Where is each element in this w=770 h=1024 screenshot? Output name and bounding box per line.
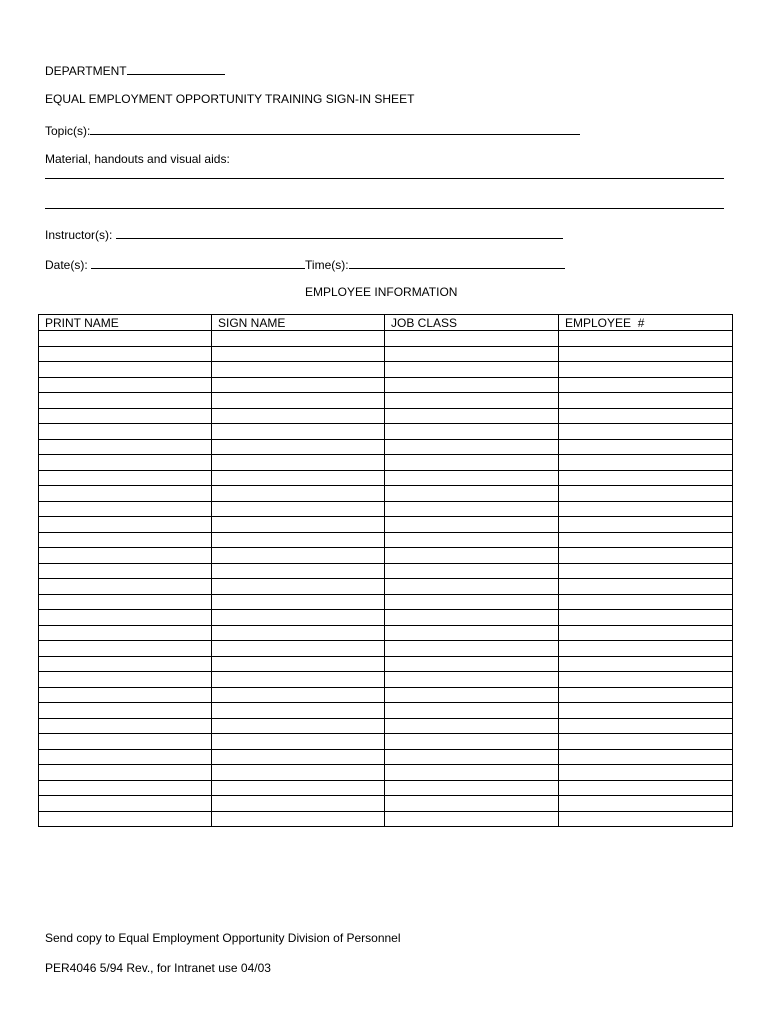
employee-number-cell[interactable] <box>559 765 733 781</box>
job-class-cell[interactable] <box>385 687 559 703</box>
sign-name-header: SIGN NAME <box>212 315 385 331</box>
employee-number-cell[interactable] <box>559 470 733 486</box>
sign-name-cell[interactable] <box>212 734 385 750</box>
instructors-label: Instructor(s): <box>45 228 113 242</box>
times-label: Time(s): <box>305 258 349 272</box>
table-row <box>39 486 733 502</box>
sign-name-cell[interactable] <box>212 780 385 796</box>
employee-number-cell[interactable] <box>559 734 733 750</box>
sign-name-cell[interactable] <box>212 532 385 548</box>
job-class-cell[interactable] <box>385 455 559 471</box>
employee-number-cell[interactable] <box>559 656 733 672</box>
table-header-row <box>39 315 733 331</box>
print-name-cell[interactable] <box>39 470 212 486</box>
job-class-cell[interactable] <box>385 610 559 626</box>
topics-label: Topic(s): <box>45 124 91 138</box>
job-class-cell[interactable] <box>385 796 559 812</box>
job-class-cell[interactable] <box>385 641 559 657</box>
sign-name-cell[interactable] <box>212 703 385 719</box>
table-row <box>39 532 733 548</box>
sign-name-cell[interactable] <box>212 377 385 393</box>
table-row <box>39 625 733 641</box>
print-name-cell[interactable] <box>39 780 212 796</box>
job-class-cell[interactable] <box>385 718 559 734</box>
employee-number-cell[interactable] <box>559 393 733 409</box>
job-class-header: JOB CLASS <box>385 315 559 331</box>
employee-number-cell[interactable] <box>559 486 733 502</box>
sign-name-cell[interactable] <box>212 687 385 703</box>
print-name-cell[interactable] <box>39 548 212 564</box>
employee-number-cell[interactable] <box>559 517 733 533</box>
sign-name-cell[interactable] <box>212 610 385 626</box>
form-title: EQUAL EMPLOYMENT OPPORTUNITY TRAINING SIGN-IN SHEET <box>45 92 415 106</box>
table-row <box>39 811 733 827</box>
sign-name-cell[interactable] <box>212 548 385 564</box>
job-class-cell[interactable] <box>385 408 559 424</box>
print-name-cell[interactable] <box>39 641 212 657</box>
table-row <box>39 672 733 688</box>
print-name-cell[interactable] <box>39 610 212 626</box>
employee-number-cell[interactable] <box>559 331 733 347</box>
table-row <box>39 579 733 595</box>
sign-name-cell[interactable] <box>212 424 385 440</box>
department-field <box>45 62 225 78</box>
print-name-cell[interactable] <box>39 424 212 440</box>
job-class-cell[interactable] <box>385 517 559 533</box>
job-class-cell[interactable] <box>385 439 559 455</box>
table-row <box>39 362 733 378</box>
job-class-cell[interactable] <box>385 377 559 393</box>
dates-input[interactable] <box>91 256 305 269</box>
print-name-cell[interactable] <box>39 579 212 595</box>
job-class-cell[interactable] <box>385 734 559 750</box>
employee-number-cell[interactable] <box>559 532 733 548</box>
print-name-cell[interactable] <box>39 656 212 672</box>
table-row <box>39 439 733 455</box>
employee-number-cell[interactable] <box>559 408 733 424</box>
sign-name-cell[interactable] <box>212 501 385 517</box>
print-name-cell[interactable] <box>39 563 212 579</box>
table-row <box>39 548 733 564</box>
table-row <box>39 641 733 657</box>
print-name-cell[interactable] <box>39 594 212 610</box>
sign-name-cell[interactable] <box>212 796 385 812</box>
sign-name-cell[interactable] <box>212 749 385 765</box>
sign-name-cell[interactable] <box>212 672 385 688</box>
employee-number-cell[interactable] <box>559 501 733 517</box>
table-row <box>39 377 733 393</box>
sign-name-cell[interactable] <box>212 811 385 827</box>
employee-number-cell[interactable] <box>559 594 733 610</box>
form-id: PER4046 5/94 Rev., for Intranet use 04/03 <box>45 961 271 975</box>
print-name-cell[interactable] <box>39 796 212 812</box>
sign-name-cell[interactable] <box>212 625 385 641</box>
sign-name-cell[interactable] <box>212 362 385 378</box>
employee-number-cell[interactable] <box>559 780 733 796</box>
job-class-cell[interactable] <box>385 594 559 610</box>
employee-number-cell[interactable] <box>559 718 733 734</box>
table-row <box>39 718 733 734</box>
print-name-cell[interactable] <box>39 687 212 703</box>
sign-name-cell[interactable] <box>212 455 385 471</box>
department-label: DEPARTMENT <box>45 64 127 78</box>
materials-label: Material, handouts and visual aids: <box>45 152 230 166</box>
print-name-cell[interactable] <box>39 703 212 719</box>
employee-number-cell[interactable] <box>559 796 733 812</box>
print-name-cell[interactable] <box>39 362 212 378</box>
table-body <box>39 331 733 827</box>
employee-number-cell[interactable] <box>559 455 733 471</box>
job-class-cell[interactable] <box>385 579 559 595</box>
materials-input-line-2[interactable] <box>45 208 724 209</box>
table-row <box>39 408 733 424</box>
print-name-cell[interactable] <box>39 749 212 765</box>
job-class-cell[interactable] <box>385 393 559 409</box>
job-class-cell[interactable] <box>385 703 559 719</box>
table-row <box>39 424 733 440</box>
date-time-field <box>45 256 565 272</box>
sign-name-cell[interactable] <box>212 331 385 347</box>
instructors-input[interactable] <box>116 226 563 239</box>
employee-number-cell[interactable] <box>559 377 733 393</box>
table-row <box>39 780 733 796</box>
job-class-cell[interactable] <box>385 672 559 688</box>
print-name-cell[interactable] <box>39 765 212 781</box>
print-name-cell[interactable] <box>39 625 212 641</box>
table-row <box>39 610 733 626</box>
print-name-cell[interactable] <box>39 455 212 471</box>
table-row <box>39 656 733 672</box>
print-name-header: PRINT NAME <box>39 315 212 331</box>
topics-field <box>45 122 580 138</box>
print-name-cell[interactable] <box>39 486 212 502</box>
job-class-cell[interactable] <box>385 362 559 378</box>
print-name-cell[interactable] <box>39 718 212 734</box>
employee-number-cell[interactable] <box>559 703 733 719</box>
job-class-cell[interactable] <box>385 656 559 672</box>
sign-name-cell[interactable] <box>212 470 385 486</box>
job-class-cell[interactable] <box>385 811 559 827</box>
print-name-cell[interactable] <box>39 408 212 424</box>
print-name-cell[interactable] <box>39 532 212 548</box>
job-class-cell[interactable] <box>385 563 559 579</box>
job-class-cell[interactable] <box>385 765 559 781</box>
materials-input-line-1[interactable] <box>45 178 724 179</box>
table-row <box>39 563 733 579</box>
department-input[interactable] <box>127 62 225 75</box>
employee-number-cell[interactable] <box>559 641 733 657</box>
table-row <box>39 594 733 610</box>
job-class-cell[interactable] <box>385 780 559 796</box>
employee-table <box>38 314 733 827</box>
job-class-cell[interactable] <box>385 470 559 486</box>
sign-name-cell[interactable] <box>212 641 385 657</box>
print-name-cell[interactable] <box>39 517 212 533</box>
table-row <box>39 734 733 750</box>
job-class-cell[interactable] <box>385 346 559 362</box>
sign-name-cell[interactable] <box>212 765 385 781</box>
employee-number-cell[interactable] <box>559 749 733 765</box>
print-name-cell[interactable] <box>39 377 212 393</box>
table-row <box>39 749 733 765</box>
table-row <box>39 796 733 812</box>
table-row <box>39 765 733 781</box>
employee-number-cell[interactable] <box>559 687 733 703</box>
employee-number-cell[interactable] <box>559 362 733 378</box>
job-class-cell[interactable] <box>385 548 559 564</box>
print-name-cell[interactable] <box>39 501 212 517</box>
job-class-cell[interactable] <box>385 331 559 347</box>
sign-name-cell[interactable] <box>212 393 385 409</box>
sign-name-cell[interactable] <box>212 439 385 455</box>
sign-name-cell[interactable] <box>212 517 385 533</box>
job-class-cell[interactable] <box>385 625 559 641</box>
print-name-cell[interactable] <box>39 811 212 827</box>
send-copy-note: Send copy to Equal Employment Opportunity Division of Personnel <box>45 931 401 945</box>
employee-number-cell[interactable] <box>559 610 733 626</box>
table-row <box>39 517 733 533</box>
job-class-cell[interactable] <box>385 532 559 548</box>
sign-name-cell[interactable] <box>212 594 385 610</box>
print-name-cell[interactable] <box>39 439 212 455</box>
employee-number-cell[interactable] <box>559 672 733 688</box>
sign-name-cell[interactable] <box>212 408 385 424</box>
table-row <box>39 331 733 347</box>
table-row <box>39 470 733 486</box>
sign-name-cell[interactable] <box>212 718 385 734</box>
employee-number-header: EMPLOYEE # <box>559 315 733 331</box>
job-class-cell[interactable] <box>385 749 559 765</box>
table-row <box>39 393 733 409</box>
employee-number-cell[interactable] <box>559 548 733 564</box>
sign-name-cell[interactable] <box>212 579 385 595</box>
section-title: EMPLOYEE INFORMATION <box>305 285 458 299</box>
employee-number-cell[interactable] <box>559 346 733 362</box>
sign-name-cell[interactable] <box>212 486 385 502</box>
print-name-cell[interactable] <box>39 346 212 362</box>
employee-number-cell[interactable] <box>559 811 733 827</box>
job-class-cell[interactable] <box>385 424 559 440</box>
table-row <box>39 455 733 471</box>
topics-input[interactable] <box>90 122 580 135</box>
sign-name-cell[interactable] <box>212 656 385 672</box>
employee-number-cell[interactable] <box>559 424 733 440</box>
print-name-cell[interactable] <box>39 734 212 750</box>
job-class-cell[interactable] <box>385 501 559 517</box>
table-row <box>39 346 733 362</box>
print-name-cell[interactable] <box>39 393 212 409</box>
employee-number-cell[interactable] <box>559 563 733 579</box>
table-row <box>39 703 733 719</box>
sign-name-cell[interactable] <box>212 346 385 362</box>
dates-label: Date(s): <box>45 258 88 272</box>
employee-number-cell[interactable] <box>559 439 733 455</box>
job-class-cell[interactable] <box>385 486 559 502</box>
print-name-cell[interactable] <box>39 331 212 347</box>
employee-number-cell[interactable] <box>559 579 733 595</box>
print-name-cell[interactable] <box>39 672 212 688</box>
employee-number-cell[interactable] <box>559 625 733 641</box>
sign-name-cell[interactable] <box>212 563 385 579</box>
instructors-field <box>45 226 563 242</box>
times-input[interactable] <box>349 256 565 269</box>
table-row <box>39 501 733 517</box>
table-row <box>39 687 733 703</box>
